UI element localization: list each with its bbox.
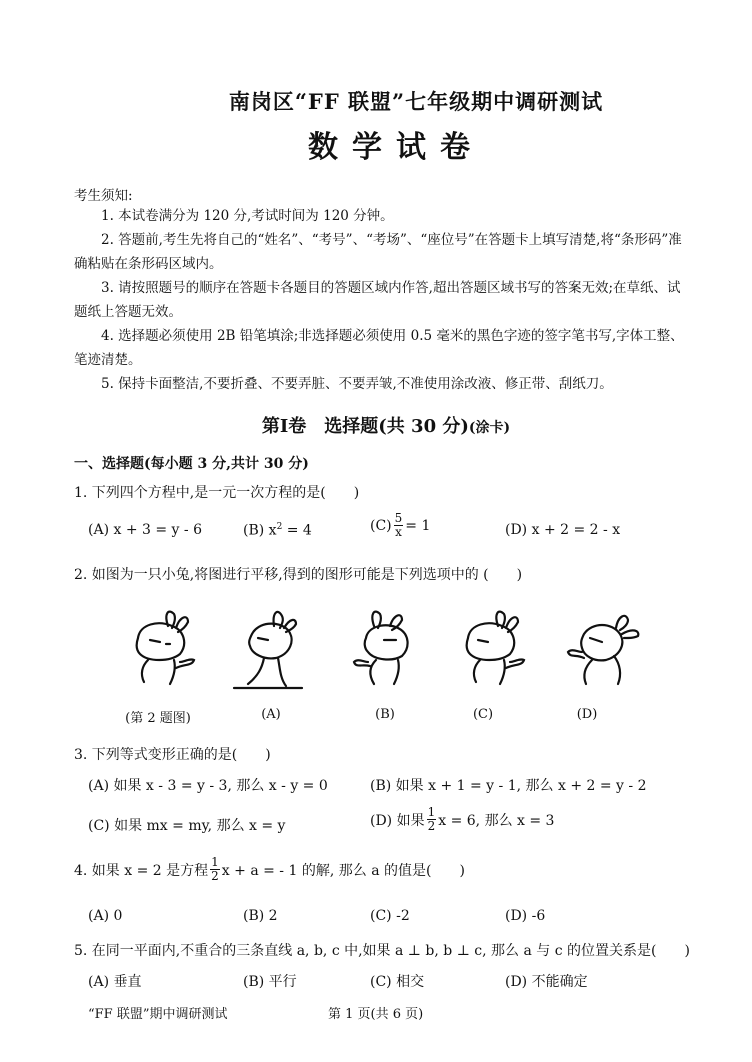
part1-heading: 一、选择题(每小题 3 分,共计 30 分): [74, 456, 309, 472]
q4-option-d: (D) -6: [505, 908, 546, 924]
note-item-3: 3. 请按照题号的顺序在答题卡各题目的答题区域内作答,超出答题区域书写的答案无效;在草纸、试题纸上答题无效。: [74, 280, 681, 320]
q1-option-d: (D) x + 2 = 2 - x: [505, 522, 621, 538]
bunny-option-d-figure: [560, 604, 650, 694]
note-item-2: 2. 答题前,考生先将自己的“姓名”、“考号”、“考场”、“座位号”在答题卡上填写清楚,将“条形码”准确粘贴在条形码区域内。: [74, 232, 682, 272]
bunny-original-figure: [118, 604, 208, 694]
q5-option-a: (A) 垂直: [88, 974, 142, 990]
q1-option-b: (B) $x^2 = 4$: [243, 522, 312, 539]
q2-label-c: (C): [472, 707, 494, 722]
q2-stem: 2. 如图为一只小兔,将图进行平移,得到的图形可能是下列选项中的 ( ): [74, 567, 523, 583]
section-title: [0, 412, 752, 438]
exam-subtitle: 数学试卷: [308, 130, 484, 165]
section-title-text: 第Ⅰ卷 选择题: [261, 416, 379, 437]
footer-page-number: 第 1 页(共 6 页): [328, 1007, 424, 1022]
q5-option-b: (B) 平行: [243, 974, 297, 990]
q3-option-d: (D) 如果 $\frac{1}{2}$ x = 6, 那么 x = 3: [370, 805, 555, 833]
q4-stem: 4. 如果 x = 2 是方程 $\frac{1}{2}$ x + a = - 1 的解, 那么 a 的值是( ): [74, 855, 465, 883]
q5-option-d: (D) 不能确定: [505, 974, 588, 990]
q1-stem: 1. 下列四个方程中,是一元一次方程的是( ): [74, 485, 360, 501]
q2-label-a: (A): [261, 707, 281, 722]
q1-option-a: (A) x + 3 = y - 6: [88, 522, 202, 538]
q3-option-a: (A) 如果 x - 3 = y - 3, 那么 x - y = 0: [88, 778, 328, 794]
q3-stem: 3. 下列等式变形正确的是( ): [74, 747, 271, 763]
bunny-option-a-figure: [228, 604, 308, 694]
q4-option-a: (A) 0: [88, 908, 123, 924]
q4-option-c: (C) -2: [370, 908, 410, 924]
note-item-1: 1. 本试卷满分为 120 分,考试时间为 120 分钟。: [101, 208, 394, 224]
q2-label-b: (B): [375, 707, 395, 722]
bunny-option-c-figure: [458, 604, 548, 694]
q4-option-b: (B) 2: [243, 908, 278, 924]
q5-stem: 5. 在同一平面内,不重合的三条直线 a, b, c 中,如果 a ⊥ b, b ⊥ c, 那么 a 与 c 的位置关系是( ): [74, 943, 690, 959]
section-note: (涂卡): [468, 420, 511, 436]
note-item-5: 5. 保持卡面整洁,不要折叠、不要弄脏、不要弄皱,不准使用涂改液、修正带、刮纸刀。: [101, 376, 613, 392]
q2-label-d: (D): [576, 707, 598, 722]
notes-heading: 考生须知:: [74, 188, 133, 204]
q2-figure-label: (第 2 题图): [125, 711, 191, 726]
q5-option-c: (C) 相交: [370, 974, 425, 990]
q1-option-c: (C) $\frac{5}{x}$ = 1: [370, 511, 431, 539]
note-item-4: 4. 选择题必须使用 2B 铅笔填涂;非选择题必须使用 0.5 毫米的黑色字迹的签字笔书写,字体工整、笔迹清楚。: [74, 328, 684, 368]
q3-option-c: (C) 如果 mx = my, 那么 x = y: [88, 818, 286, 834]
bunny-option-b-figure: [348, 604, 428, 694]
section-score: (共 30 分): [378, 416, 469, 437]
exam-title: 南岗区“FF 联盟”七年级期中调研测试: [228, 89, 604, 114]
q3-option-b: (B) 如果 x + 1 = y - 1, 那么 x + 2 = y - 2: [370, 778, 647, 794]
footer-exam-name: “FF 联盟”期中调研测试: [88, 1007, 228, 1022]
